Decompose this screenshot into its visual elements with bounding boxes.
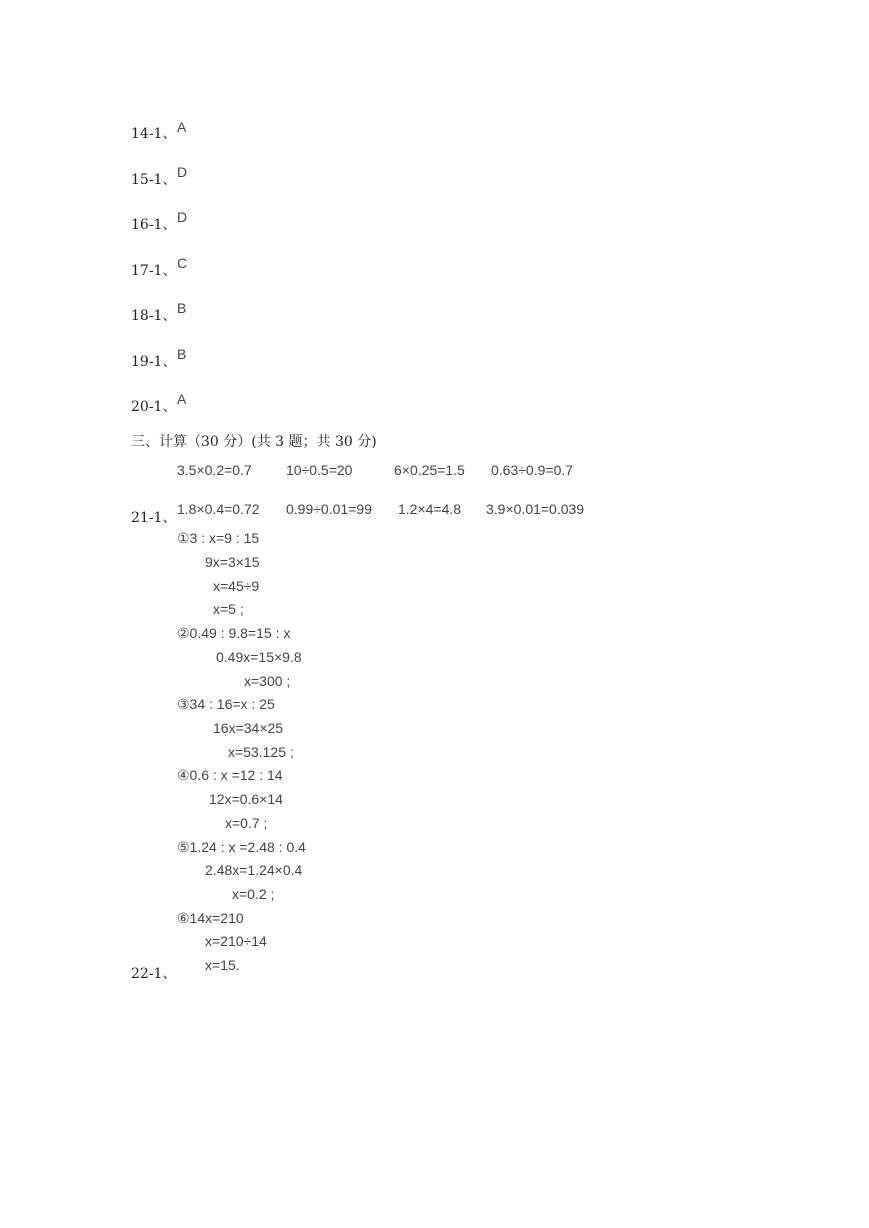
calc-item: 6×0.25=1.5 — [394, 462, 465, 478]
choice-answer-18: B — [177, 300, 187, 316]
solution-step: 12x=0.6×14 — [209, 791, 283, 807]
question-label-22: 22-1、 — [131, 966, 177, 982]
solution-step: x=53.125 ; — [228, 744, 294, 760]
choice-label-17: 17-1、 — [131, 263, 177, 279]
solution-step: ④0.6 : x =12 : 14 — [177, 767, 283, 783]
choice-label-18: 18-1、 — [131, 308, 177, 324]
choice-answer-15: D — [177, 164, 188, 180]
question-label-21: 21-1、 — [131, 510, 177, 526]
solution-step: ⑤1.24 : x =2.48 : 0.4 — [177, 839, 306, 855]
solution-step: ②0.49 : 9.8=15 : x — [177, 625, 291, 641]
calc-item: 1.8×0.4=0.72 — [177, 501, 260, 517]
solution-step: 16x=34×25 — [213, 720, 284, 736]
section-title: 三、计算（30 分）(共 3 题；共 30 分) — [131, 434, 377, 450]
solution-step: ①3 : x=9 : 15 — [177, 530, 260, 546]
calc-item: 3.9×0.01=0.039 — [486, 501, 585, 517]
solution-step: x=45÷9 — [213, 578, 260, 594]
solution-step: x=5 ; — [213, 601, 244, 617]
choice-label-14: 14-1、 — [131, 126, 177, 142]
choice-answer-16: D — [177, 209, 188, 225]
choice-label-15: 15-1、 — [131, 172, 177, 188]
solution-step: x=15. — [205, 957, 240, 973]
calc-item: 0.99÷0.01=99 — [286, 501, 372, 517]
solution-step: 9x=3×15 — [205, 554, 260, 570]
choice-label-19: 19-1、 — [131, 354, 177, 370]
solution-step: 2.48x=1.24×0.4 — [205, 862, 303, 878]
solution-step: x=210÷14 — [205, 933, 267, 949]
calc-item: 10÷0.5=20 — [286, 462, 353, 478]
solution-step: ③34 : 16=x : 25 — [177, 696, 275, 712]
calc-item: 3.5×0.2=0.7 — [177, 462, 252, 478]
solution-step: x=0.7 ; — [225, 815, 268, 831]
choice-answer-19: B — [177, 346, 187, 362]
choice-answer-20: A — [177, 391, 187, 407]
solution-step: 0.49x=15×9.8 — [216, 649, 302, 665]
solution-step: x=300 ; — [244, 673, 291, 689]
choice-answer-17: C — [177, 255, 188, 271]
solution-step: x=0.2 ; — [232, 886, 275, 902]
choice-label-16: 16-1、 — [131, 217, 177, 233]
calc-item: 0.63÷0.9=0.7 — [491, 462, 574, 478]
choice-answer-14: A — [177, 119, 187, 135]
solution-step: ⑥14x=210 — [177, 910, 244, 926]
choice-label-20: 20-1、 — [131, 399, 177, 415]
calc-item: 1.2×4=4.8 — [398, 501, 462, 517]
